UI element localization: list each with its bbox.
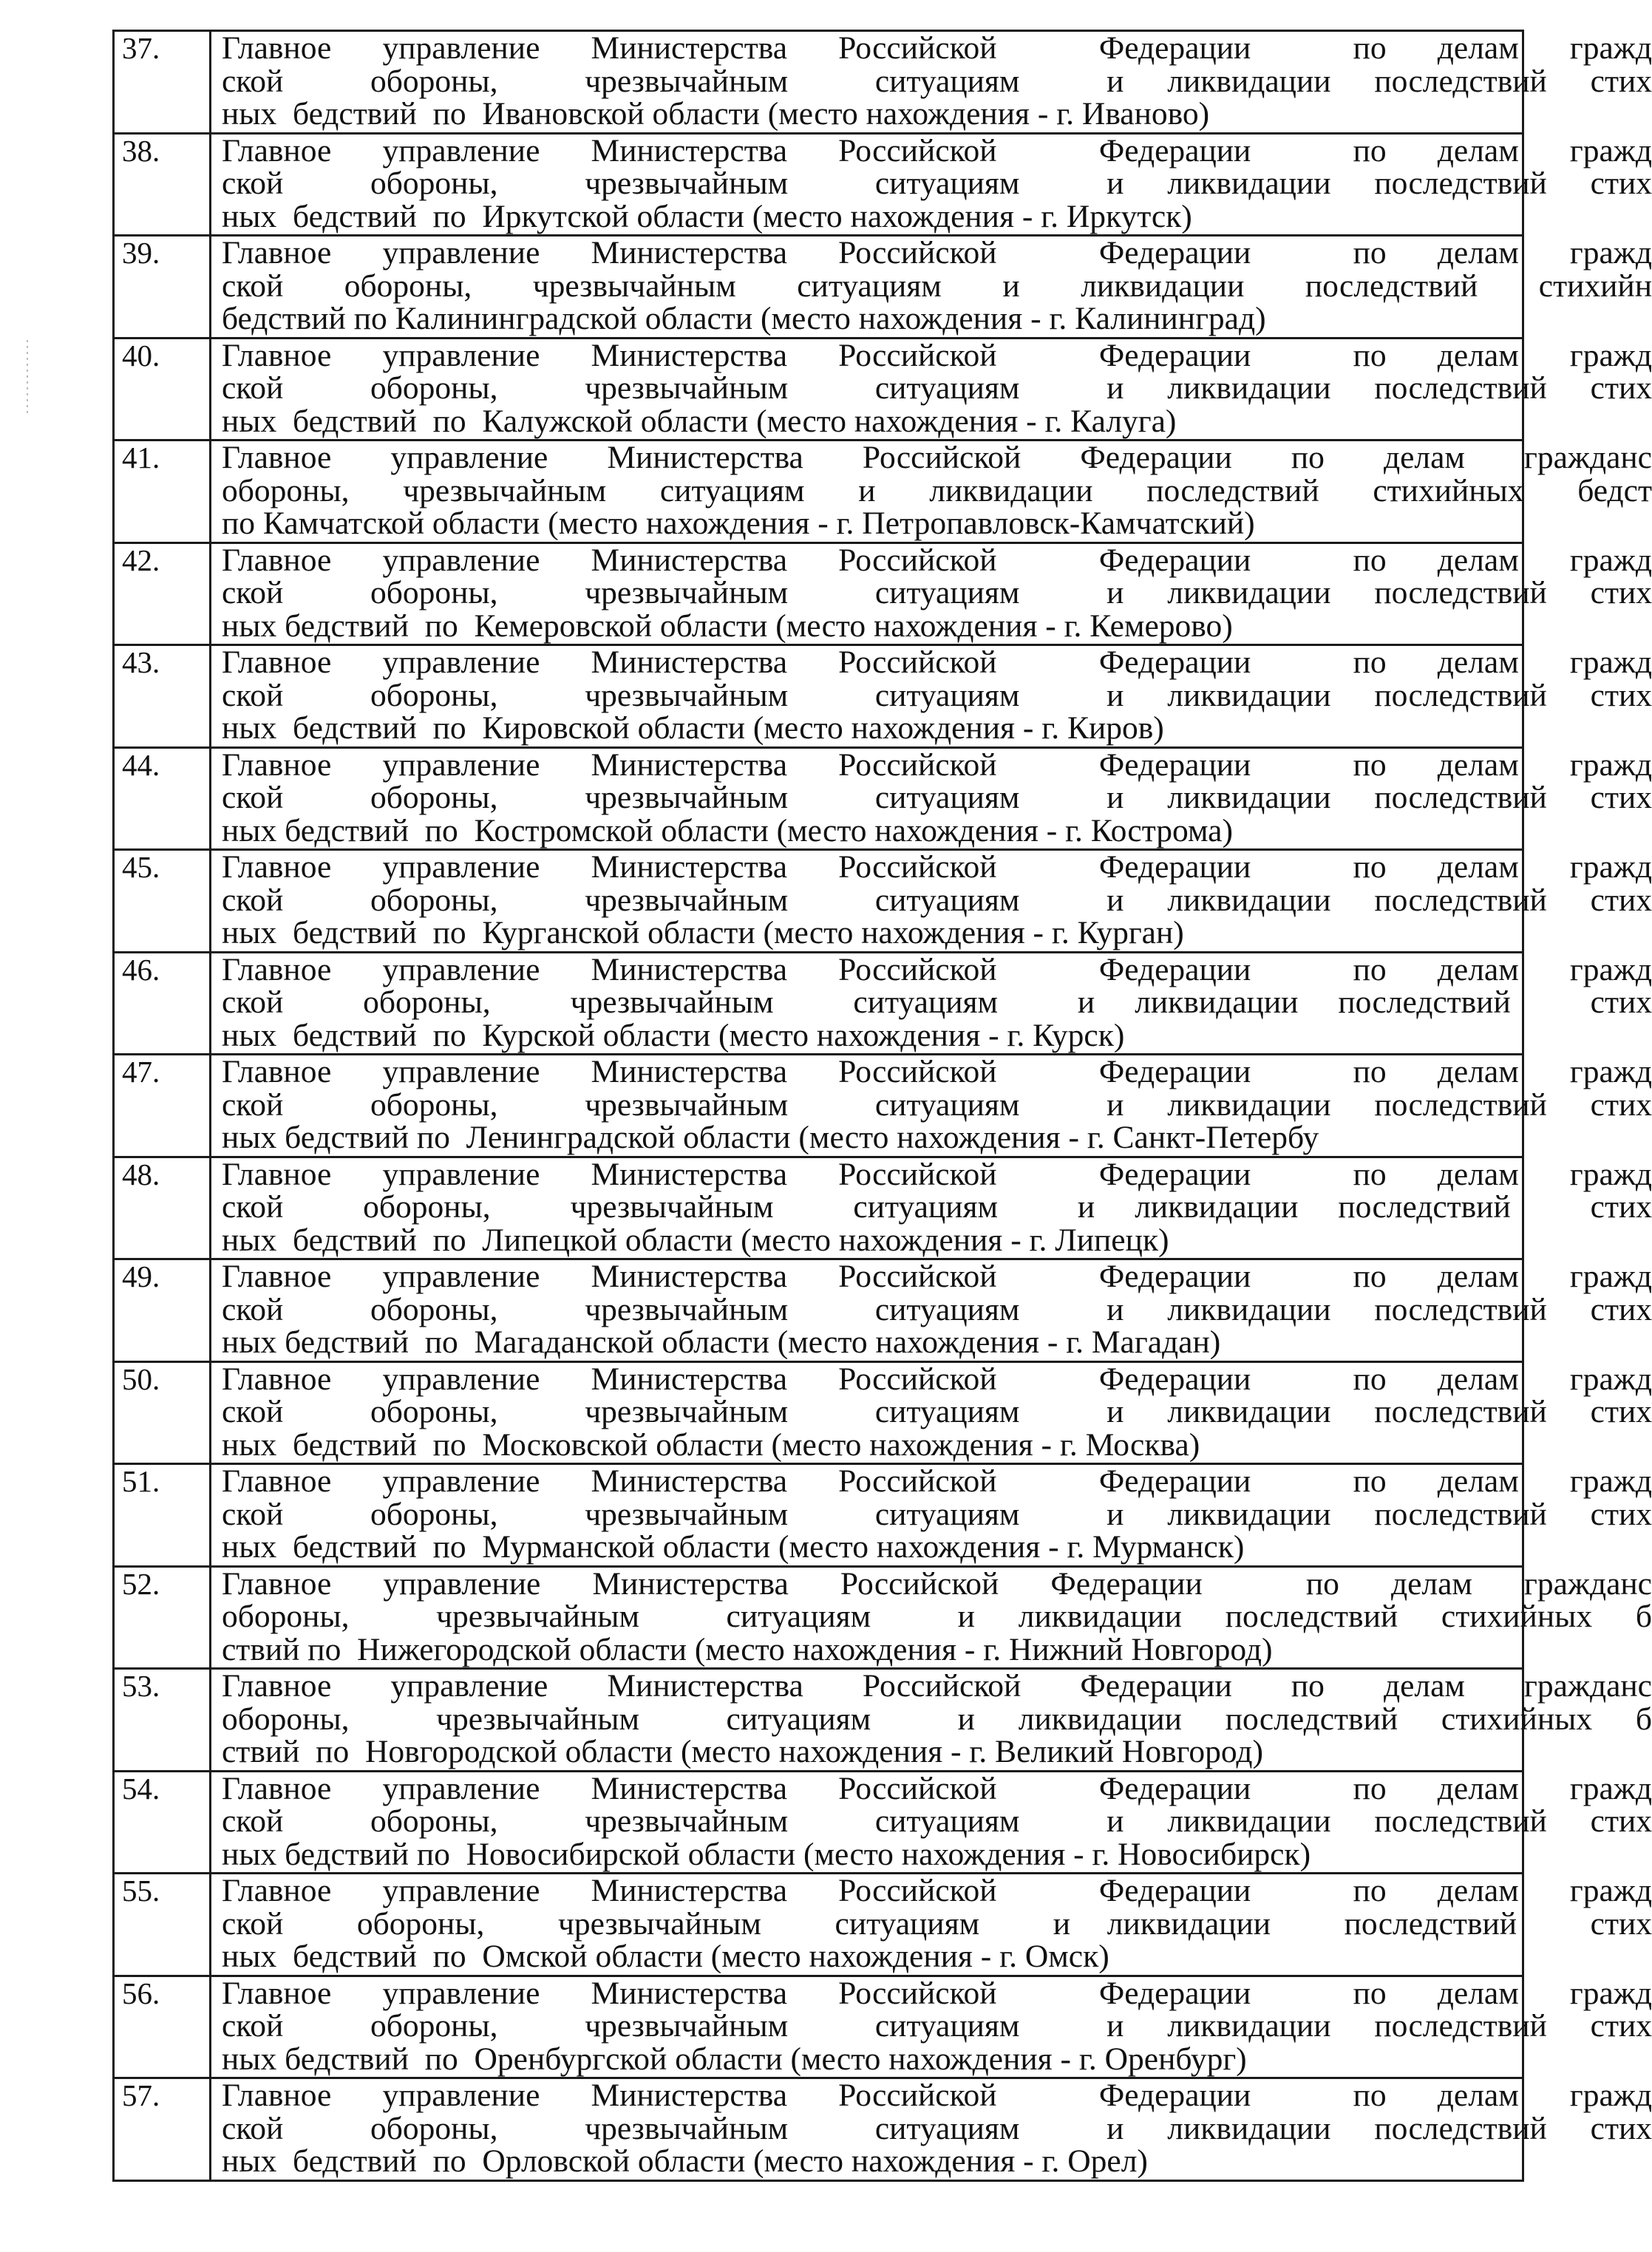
entry-text-line: Главное управление Министерства Российской Федерации по делам гражд [222, 951, 1652, 987]
entry-text-line: Главное управление Министерства Российской Федерации по делам гражд [222, 1463, 1652, 1499]
entry-text-line: ных бедствий по Мурманской области (место нахождения - г. Мурманск) [222, 1529, 1245, 1565]
entry-text-line: ных бедствий по Омской области (место нахождения - г. Омск) [222, 1939, 1109, 1974]
entry-text-line: ской обороны, чрезвычайным ситуациям и ликвидации последствий стих [222, 1291, 1652, 1327]
entry-text [211, 30, 1652, 134]
entry-text-line: Главное управление Министерства Российской Федерации по делам гражд [222, 337, 1652, 373]
entry-text-line: ных бедствий по Магаданской области (место нахождения - г. Магадан) [222, 1324, 1221, 1360]
entry-text [211, 644, 1652, 748]
table-row [114, 1771, 1523, 1874]
entry-text-line: Главное управление Министерства Российской Федерации по делам гражд [222, 30, 1652, 66]
organizations-table [112, 30, 1652, 2182]
entry-text-line: ствий по Новгородской области (место нахождения - г. Великий Новгород) [222, 1734, 1264, 1769]
entry-number: 49. [114, 1259, 211, 1362]
entry-number: 47. [114, 1055, 211, 1157]
entry-number: 53. [114, 1669, 211, 1772]
entry-text-line: ской обороны, чрезвычайным ситуациям и ликвидации последствий стих [222, 2008, 1652, 2044]
entry-text [211, 235, 1652, 339]
entry-text-line: ской обороны, чрезвычайным ситуациям и ликвидации последствий стих [222, 1905, 1652, 1942]
entry-text [211, 1770, 1652, 1874]
entry-number: 44. [114, 747, 211, 850]
table-row [114, 952, 1523, 1055]
entry-text-line: Главное управление Министерства Российской Федерации по делам гражд [222, 1361, 1652, 1397]
entry-text-line: ных бедствий по Иркутской области (место нахождения - г. Иркутск) [222, 198, 1192, 234]
entry-text-line: ской обороны, чрезвычайным ситуациям и ликвидации последствий стих [222, 1394, 1652, 1429]
entry-number: 48. [114, 1157, 211, 1259]
entry-number: 57. [114, 2078, 211, 2181]
entry-text-line: Главное управление Министерства Российской Федерации по делам гражд [222, 1156, 1652, 1192]
entry-text-line: ствий по Нижегородской области (место нахождения - г. Нижний Новгород) [222, 1631, 1273, 1667]
table-row [114, 1976, 1523, 2078]
table-row [114, 1874, 1523, 1976]
entry-text [211, 1975, 1652, 2078]
entry-text [211, 542, 1652, 645]
scan-margin-mark [27, 340, 28, 414]
table-row [114, 747, 1523, 850]
entry-text-line: ской обороны, чрезвычайным ситуациям и ликвидации последствий стих [222, 677, 1652, 713]
entry-text-line: Главное управление Министерства Российской Федерации по делам гражд [222, 849, 1652, 885]
entry-text [211, 132, 1652, 236]
table-row [114, 1361, 1523, 1464]
entry-number: 52. [114, 1566, 211, 1669]
entry-number: 54. [114, 1771, 211, 1874]
entry-text-line: Главное управление Министерства Российской Федерации по делам гражд [222, 1975, 1652, 2011]
entry-text-line: ской обороны, чрезвычайным ситуациям и ликвидации последствий стих [222, 370, 1652, 406]
entry-number: 50. [114, 1361, 211, 1464]
table-row [114, 1157, 1523, 1259]
entry-text-line: Главное управление Министерства Российской Федерации по делам гражд [222, 1873, 1652, 1908]
entry-text [211, 746, 1652, 850]
entry-text-line: Главное управление Министерства Российской Федерации по делам гражд [222, 1259, 1652, 1294]
entry-text-line: Главное управление Министерства Российской Федерации по делам гражданс [222, 1668, 1652, 1704]
entry-text-line: Главное управление Министерства Российской Федерации по делам гражданс [222, 1565, 1652, 1602]
entry-text-line: ных бедствий по Кировской области (место нахождения - г. Киров) [222, 710, 1164, 746]
entry-text [211, 951, 1652, 1055]
entry-text-line: обороны, чрезвычайным ситуациям и ликвидации последствий стихийных б [222, 1599, 1652, 1634]
entry-text-line: ской обороны, чрезвычайным ситуациям и ликвидации последствий стих [222, 882, 1652, 918]
entry-text-line: ных бедствий по Новосибирской области (место нахождения - г. Новосибирск) [222, 1836, 1311, 1872]
entry-text-line: Главное управление Министерства Российской Федерации по делам гражд [222, 542, 1652, 578]
entry-number: 56. [114, 1976, 211, 2078]
entry-text [211, 337, 1652, 440]
entry-number: 41. [114, 440, 211, 543]
entry-number: 37. [114, 31, 211, 134]
entry-text [211, 1259, 1652, 1362]
entry-text [211, 1463, 1652, 1567]
entry-text-line: Главное управление Министерства Российской Федерации по делам гражд [222, 1770, 1652, 1806]
entry-text-line: ской обороны, чрезвычайным ситуациям и ликвидации последствий стих [222, 1496, 1652, 1532]
entry-text-line: ных бедствий по Орловской области (место нахождения - г. Орел) [222, 2143, 1148, 2179]
entry-number: 42. [114, 542, 211, 645]
table-row [114, 133, 1523, 236]
entry-text [211, 1565, 1652, 1669]
entry-text-line: обороны, чрезвычайным ситуациям и ликвидации последствий стихийных бедст [222, 472, 1652, 508]
entry-text-line: бедствий по Калининградской области (место нахождения - г. Калининград) [222, 301, 1266, 336]
entry-number: 38. [114, 133, 211, 236]
entry-text [211, 1361, 1652, 1464]
entry-text-line: по Камчатской области (место нахождения - г. Петропавловск-Камчатский) [222, 506, 1255, 541]
entry-text-line: ской обороны, чрезвычайным ситуациям и ликвидации последствий стихийн [222, 268, 1652, 304]
entry-text-line: ных бедствий по Курской области (место нахождения - г. Курск) [222, 1017, 1125, 1053]
table-row [114, 1464, 1523, 1567]
entry-text [211, 1054, 1652, 1157]
entry-text [211, 849, 1652, 953]
entry-text-line: ской обороны, чрезвычайным ситуациям и ликвидации последствий стих [222, 780, 1652, 815]
entry-text [211, 440, 1652, 543]
table-row [114, 850, 1523, 953]
table-row [114, 1259, 1523, 1362]
entry-text-line: Главное управление Министерства Российской Федерации по делам гражд [222, 235, 1652, 271]
table-row [114, 31, 1523, 134]
table-row [114, 645, 1523, 748]
entry-text [211, 1873, 1652, 1976]
entry-text-line: обороны, чрезвычайным ситуациям и ликвидации последствий стихийных б [222, 1701, 1652, 1737]
entry-text-line: ской обороны, чрезвычайным ситуациям и ликвидации последствий стих [222, 1803, 1652, 1839]
entry-number: 51. [114, 1464, 211, 1567]
entry-number: 43. [114, 645, 211, 748]
entry-text-line: Главное управление Министерства Российской Федерации по делам гражд [222, 746, 1652, 783]
entry-text-line: ской обороны, чрезвычайным ситуациям и ликвидации последствий стих [222, 63, 1652, 99]
entry-number: 39. [114, 236, 211, 339]
table-row [114, 1669, 1523, 1772]
entry-number: 40. [114, 338, 211, 440]
entry-number: 55. [114, 1874, 211, 1976]
entry-text-line: ской обороны, чрезвычайным ситуациям и ликвидации последствий стих [222, 166, 1652, 201]
entry-text-line: ных бедствий по Курганской области (место нахождения - г. Курган) [222, 915, 1184, 950]
table-row [114, 1566, 1523, 1669]
entry-text-line: Главное управление Министерства Российской Федерации по делам гражд [222, 644, 1652, 680]
table-row [114, 236, 1523, 339]
entry-text-line: Главное управление Министерства Российской Федерации по делам гражданс [222, 440, 1652, 475]
entry-text-line: ных бедствий по Калужской области (место нахождения - г. Калуга) [222, 403, 1177, 439]
entry-text-line: ных бедствий по Оренбургской области (место нахождения - г. Оренбург) [222, 2041, 1247, 2077]
entry-text-line: ных бедствий по Ивановской области (место нахождения - г. Иваново) [222, 96, 1210, 132]
entry-text-line: ской обороны, чрезвычайным ситуациям и ликвидации последствий стих [222, 984, 1652, 1020]
table-row [114, 542, 1523, 645]
entry-text [211, 1668, 1652, 1772]
entry-text [211, 2078, 1652, 2181]
entry-text-line: ных бедствий по Костромской области (место нахождения - г. Кострома) [222, 812, 1233, 848]
entry-text-line: Главное управление Министерства Российской Федерации по делам гражд [222, 132, 1652, 169]
entry-text-line: ных бедствий по Ленинградской области (место нахождения - г. Санкт-Петербу [222, 1120, 1319, 1155]
table-row [114, 440, 1523, 543]
entry-text-line: ных бедствий по Липецкой области (место нахождения - г. Липецк) [222, 1222, 1169, 1258]
table-body [114, 30, 1652, 2181]
entry-text [211, 1156, 1652, 1259]
entry-number: 46. [114, 952, 211, 1055]
entry-text-line: Главное управление Министерства Российской Федерации по делам гражд [222, 2078, 1652, 2113]
table-row [114, 1055, 1523, 1157]
entry-text-line: ской обороны, чрезвычайным ситуациям и ликвидации последствий стих [222, 2110, 1652, 2146]
table-row [114, 2078, 1523, 2181]
entry-text-line: ных бедствий по Московской области (место нахождения - г. Москва) [222, 1426, 1200, 1463]
entry-text-line: ской обороны, чрезвычайным ситуациям и ликвидации последствий стих [222, 575, 1652, 610]
table-row [114, 338, 1523, 440]
entry-text-line: ской обороны, чрезвычайным ситуациям и ликвидации последствий стих [222, 1189, 1652, 1225]
entry-text-line: ской обороны, чрезвычайным ситуациям и ликвидации последствий стих [222, 1086, 1652, 1123]
entry-text-line: ных бедствий по Кемеровской области (место нахождения - г. Кемерово) [222, 608, 1233, 644]
entry-number: 45. [114, 850, 211, 953]
entry-text-line: Главное управление Министерства Российской Федерации по делам гражд [222, 1054, 1652, 1089]
